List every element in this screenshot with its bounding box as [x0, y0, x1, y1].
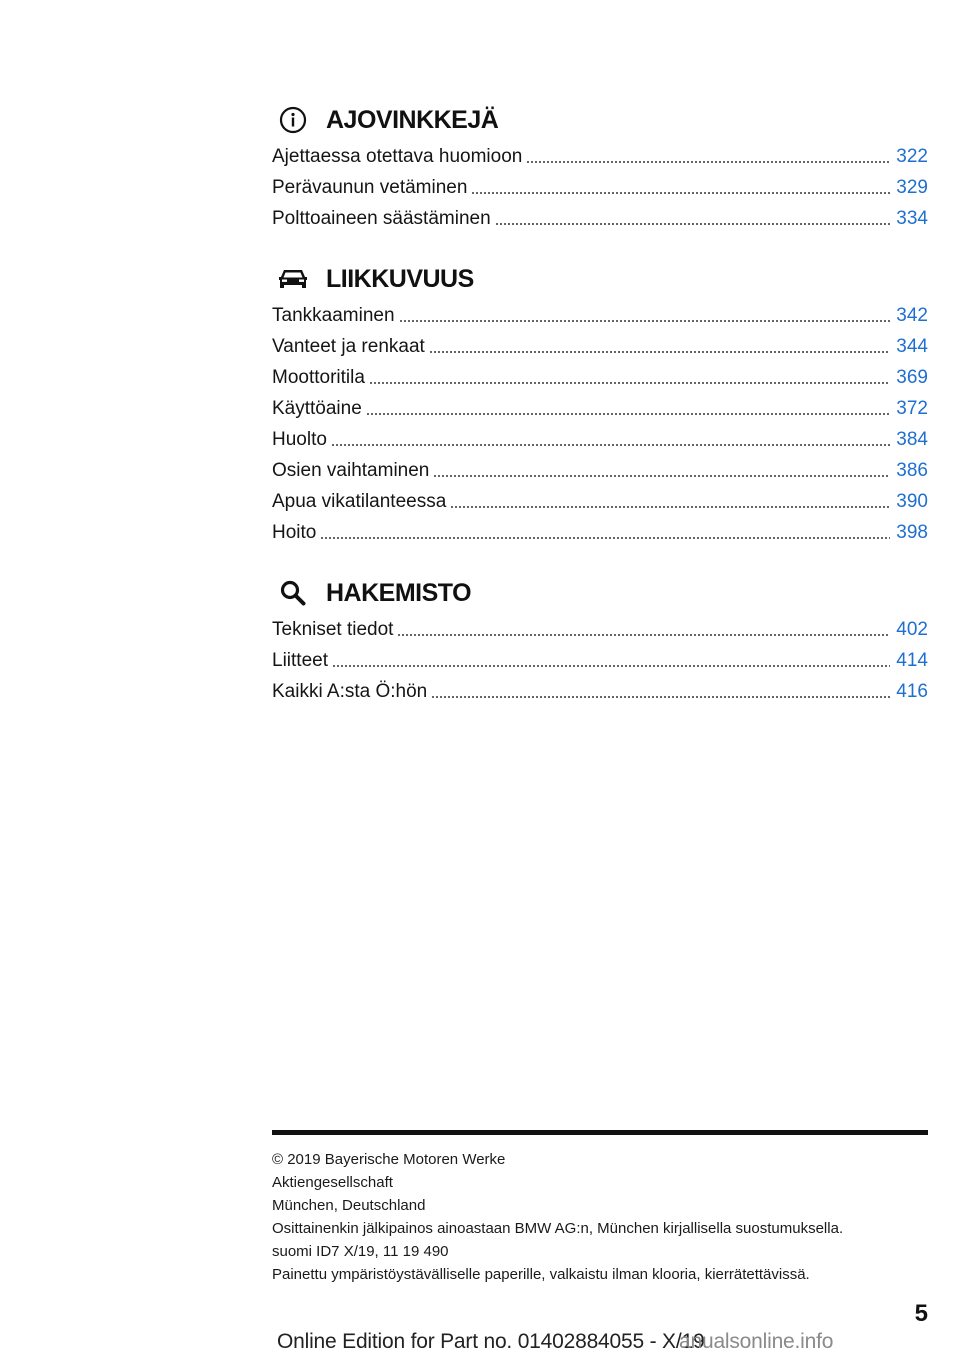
toc-entry[interactable]	[272, 393, 928, 424]
toc-page-link[interactable]: 398	[896, 522, 928, 543]
section-title: AJOVINKKEJÄ	[326, 105, 499, 134]
toc-entry-label: Ajettaessa otettava huomioon	[272, 146, 523, 167]
toc-entry[interactable]	[272, 203, 928, 234]
toc-entry-label: Polttoaineen säästäminen	[272, 208, 491, 229]
toc-entry-label: Kaikki A:sta Ö:hön	[272, 681, 428, 702]
toc-entry[interactable]	[272, 424, 928, 455]
imprint-line: suomi ID7 X/19, 11 19 490	[272, 1243, 449, 1260]
info-icon	[276, 103, 310, 137]
toc-page-link[interactable]: 344	[896, 336, 928, 357]
imprint-line: Aktiengesellschaft	[272, 1174, 393, 1191]
section-header	[272, 100, 928, 140]
toc-entry[interactable]	[272, 141, 928, 172]
toc-entry[interactable]	[272, 362, 928, 393]
dot-leader	[526, 161, 890, 163]
toc-page-link[interactable]: 369	[896, 367, 928, 388]
dot-leader	[431, 696, 890, 698]
imprint-block	[272, 1148, 928, 1286]
toc-entry-label: Osien vaihtaminen	[272, 460, 430, 481]
toc-page-link[interactable]: 329	[896, 177, 928, 198]
toc-entry-label: Vanteet ja renkaat	[272, 336, 425, 357]
toc-entry[interactable]	[272, 486, 928, 517]
toc-entry[interactable]	[272, 172, 928, 203]
toc-list	[272, 300, 928, 548]
toc-entry[interactable]	[272, 676, 928, 707]
imprint-line: München, Deutschland	[272, 1197, 426, 1214]
watermark	[277, 1330, 834, 1354]
toc-entry-label: Käyttöaine	[272, 398, 362, 419]
search-icon	[276, 576, 310, 610]
imprint-line: Osittainenkin jälkipainos ainoastaan BMW AG:n, München kirjallisella suostumuksella.	[272, 1220, 844, 1237]
toc-entry-label: Liitteet	[272, 650, 328, 671]
dot-leader	[320, 537, 890, 539]
section-liikkuvuus	[272, 259, 928, 548]
toc-entry-label: Moottoritila	[272, 367, 365, 388]
imprint-line: Painettu ympäristöystävälliselle paperille, valkaistu ilman klooria, kierrätettävissä.	[272, 1266, 810, 1283]
section-header	[272, 259, 928, 299]
section-title: HAKEMISTO	[326, 578, 472, 607]
toc-page-link[interactable]: 384	[896, 429, 928, 450]
toc-page-link[interactable]: 334	[896, 208, 928, 229]
toc-entry[interactable]	[272, 455, 928, 486]
toc-entry[interactable]	[272, 645, 928, 676]
toc-entry[interactable]	[272, 517, 928, 548]
toc-entry[interactable]	[272, 300, 928, 331]
watermark-site: anualsonline.info	[679, 1330, 834, 1353]
car-icon	[276, 262, 310, 296]
toc-page-link[interactable]: 386	[896, 460, 928, 481]
toc-page-link[interactable]: 342	[896, 305, 928, 326]
toc-entry-label: Tekniset tiedot	[272, 619, 394, 640]
dot-leader	[471, 192, 890, 194]
page-number: 5	[914, 1300, 928, 1327]
dot-leader	[399, 320, 891, 322]
toc-list	[272, 141, 928, 234]
imprint-line: © 2019 Bayerische Motoren Werke	[272, 1151, 506, 1168]
dot-leader	[397, 634, 890, 636]
section-ajovinkkeja	[272, 100, 928, 234]
section-title: LIIKKUVUUS	[326, 264, 474, 293]
toc-entry-label: Hoito	[272, 522, 317, 543]
dot-leader	[331, 444, 890, 446]
toc-list	[272, 614, 928, 707]
toc-page-link[interactable]: 402	[896, 619, 928, 640]
section-hakemisto	[272, 573, 928, 707]
toc-page-link[interactable]: 372	[896, 398, 928, 419]
toc-page-link[interactable]: 322	[896, 146, 928, 167]
imprint-divider	[272, 1130, 928, 1135]
dot-leader	[366, 413, 891, 415]
toc-entry[interactable]	[272, 331, 928, 362]
toc-page-link[interactable]: 414	[896, 650, 928, 671]
watermark-text: Online Edition for Part no. 01402884055 - X/19	[277, 1330, 705, 1353]
toc-entry[interactable]	[272, 614, 928, 645]
toc-entry-label: Huolto	[272, 429, 327, 450]
dot-leader	[429, 351, 890, 353]
toc-entry-label: Tankkaaminen	[272, 305, 395, 326]
toc-page-link[interactable]: 390	[896, 491, 928, 512]
dot-leader	[433, 475, 890, 477]
dot-leader	[450, 506, 890, 508]
dot-leader	[495, 223, 891, 225]
toc-entry-label: Apua vikatilanteessa	[272, 491, 447, 512]
toc-page-link[interactable]: 416	[896, 681, 928, 702]
dot-leader	[332, 665, 890, 667]
section-header	[272, 573, 928, 613]
toc-entry-label: Perävaunun vetäminen	[272, 177, 468, 198]
dot-leader	[369, 382, 890, 384]
